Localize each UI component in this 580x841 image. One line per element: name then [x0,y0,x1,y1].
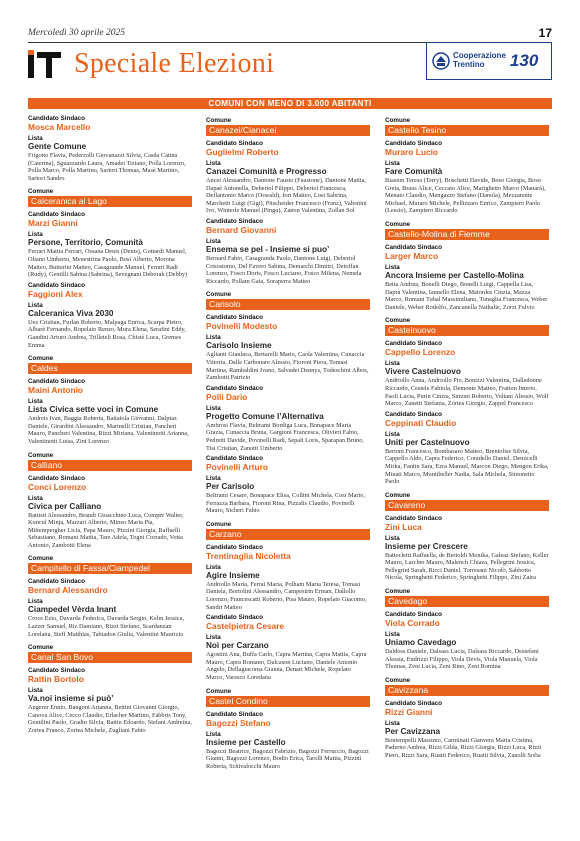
candidate-name: Faggioni Alex [28,288,83,299]
comune-label: Comune [385,317,411,325]
list-name: Civica per Calliano [28,501,102,511]
candidate-label: Candidato Sindaco [385,699,443,707]
column-1 [28,115,192,741]
comune-name: Castelnuovo [385,325,549,336]
list-label: Lista [385,719,400,727]
candidate-name: Viola Corrado [385,618,440,629]
comune-name: Castello-Molina di Fiemme [385,229,549,240]
list-members: Daldoss Daniele, Dalsass Lucia, Dalsass Riccardo, Destefani Alessia, Endrizzi Filippo, Viola Devis, Viola Manuela, Viola Thomas, Zeni Lucia, Zeni Rino, Zeni Romina [385,648,539,671]
list-name: Fare Comunità [385,167,443,176]
sponsor-line1: Cooperazione [453,51,506,61]
page-number: 17 [538,26,552,40]
list-members: Bertoni Francesco, Bombasaro Matteo, Brentolise Silvia, Cappello Aldo, Capra Federico, Coradello Daniel, Demicelli Mirka, Fantin Sara, Ezra Manuel, Marcon Diego, Mengon Erika, Minati Marco, Montibeller Nadia, Sala Michela, Simonetto Paolo [385,447,549,486]
comune-label: Comune [385,220,411,228]
list-name: Agire Insieme [206,570,260,580]
list-label: Lista [206,404,221,412]
section-title: Speciale Elezioni [74,48,275,79]
municipality-block [385,588,549,671]
list-label: Lista [28,398,43,406]
list-name: Carisolo Insieme [206,341,272,351]
municipality-block [28,115,192,182]
list-label: Lista [385,534,400,542]
list-name: Ancora Insieme per Castello-Molina [385,270,524,280]
candidate-label: Candidato Sindaco [206,217,264,225]
comune-name: Caldes [28,363,192,374]
municipality-block [385,317,549,485]
municipality-block [28,188,192,349]
list-members: Bernard Fabio, Casagranda Paolo, Dantone Luigi, Debertol Crisostomo, Del Favero Sabina, Demarchi Dimitri, Detoffan Lorenzo, Fosco Doris, Fosco Luciano, Fosco Milena, Nemela Riccardo, Pollam Gaia, Soraperra Matteo [206,254,362,285]
list-members: Andreis Ivan, Baggia Roberta, Battaiola Giovanni, Dalpiaz Daniele, Girardini Alessandro, Marinelli Cristian, Pancheri Mauro, Pancheri Valentina, Rizzi Miriana, Valentinotti Arianna, Valentinotti Luisa, Zini Lorenzo [28,415,189,445]
list-members: Betta Andrea, Bonelli Diego, Bonelli Luigi, Cappella Lisa, Daprà Valentina, Iannello Elena, Matordes Cinzia, Mazza Marco, Romani Tubal Massimiliano, Tonaglia Francesca, Weber Daniele, Weber Rodolfo, Zancanella Nathalie, Zorzi Fulvio [385,280,548,311]
list-name: Per Cavizzana [385,726,441,736]
candidate-name: Castelpietra Cesare [206,621,285,632]
municipality-block [385,492,549,582]
candidate-name: Maini Antonio [28,385,84,396]
list-name: Uniti per Castelnuovo [385,437,470,447]
list-label: Lista [385,631,400,639]
list-name: Canazei Comunità e Progresso [206,167,327,176]
candidate-name: Trentinaglia Nicoletta [206,550,291,561]
comune-name: Campitello di Fassa/Ciampedel [28,563,192,574]
candidate-name: Cappello Lorenzo [385,347,456,358]
candidate-label: Candidato Sindaco [385,340,443,348]
comune-label: Comune [206,117,232,124]
list-label: Lista [206,334,221,342]
candidate-label: Candidato Sindaco [206,543,264,551]
candidate-label: Candidato Sindaco [385,514,443,522]
sponsor-line2: Trentino [453,60,485,69]
list-name: Ensema se pel - Insieme si puo’ [206,244,330,254]
column-2 [206,115,370,776]
comune-label: Comune [206,520,232,528]
comune-name: Calliano [28,460,192,471]
list-name: Lista Civica sette voci in Comune [28,405,159,415]
municipality-block [206,117,370,285]
candidate-label: Candidato Sindaco [385,140,443,147]
candidate-label: Candidato Sindaco [206,314,264,322]
candidate-label: Candidato Sindaco [28,211,86,219]
list-name: Gente Comune [28,142,87,151]
comune-name: Calceranica al Lago [28,196,192,207]
comune-name: Carzano [206,529,370,540]
newspaper-logo-icon [28,50,62,80]
municipality-block [206,291,370,515]
candidate-name: Povinelli Modesto [206,321,278,332]
list-name: Ciampedel Vèrda Inant [28,605,117,615]
candidate-name: Larger Marco [385,250,439,261]
list-name: Va.noi insieme si può’ [28,694,114,704]
candidate-name: Ceppinati Claudio [385,417,457,428]
list-name: Per Carisolo [206,482,255,492]
list-label: Lista [385,360,400,368]
candidate-label: Candidato Sindaco [385,410,443,418]
candidate-label: Candidato Sindaco [28,578,86,586]
list-name: Vivere Castelnuovo [385,367,461,377]
candidate-name: Marzi Gianni [28,218,78,229]
municipality-block [385,117,549,215]
list-members: Ferrari Mattia Ferrari, Ossana Denis (Denis), Gottardi Manuel, Oliano Umberto, Menestrina Paolo, Bosi Alberto, Morona Matteo, Butterini Matteo, Casagrande Manuel, Ferrari Radi (Rudy), Gentilli Sabina (Sabrina), Sevegnani Deborah (Debby) [28,248,188,279]
candidate-label: Candidato Sindaco [28,667,86,675]
municipality-block [28,452,192,550]
list-label: Lista [385,160,400,167]
comune-label: Comune [28,555,54,563]
municipality-block [206,521,370,682]
list-members: Croce Ezio, Davarda Federica, Davarda Sergio, Kelm Jessica, Lazzer Samuel, Riz Damiano, Rizzi Stefano, Scardanzan Lorelana, Steff Matthias, Tabiadon Giulia, Valentini Maurizio [28,615,185,638]
list-label: Lista [206,475,221,483]
list-name: Progetto Comune l’Alternativa [206,411,324,421]
comune-label: Comune [385,117,411,124]
list-name: Calceranica Viva 2030 [28,308,114,318]
candidate-name: Guglielmi Roberto [206,147,279,157]
comune-label: Comune [28,451,54,459]
list-members: Angerer Ennio, Bangoni Arianna, Bettini Giovanni Giorgio, Canova Alice, Cecco Claudio, Erlacher Martino, Fabbris Tony, Gentilini Paolo, Gradin Silvia, Rattin Edoardo, Stefani Andreina, Zortea Franco, Zortea Michele, Zugliani Fabio [28,704,192,735]
comune-label: Comune [28,644,54,652]
list-label: Lista [206,237,221,245]
comune-label: Comune [28,355,54,363]
candidate-label: Candidato Sindaco [28,378,86,386]
list-members: Bontempelli Massimo, Carminati Gianvera Maria Cristina, Paderno Andrea, Rizzi Gilda, Rizzi Giorgia, Rizzi Luca, Rizzi Piero, Rizzi Sara, Ruatti Federico, Ruatti Silvia, Zanolli Sofia [385,736,542,760]
candidate-name: Bernard Giovanni [206,224,277,235]
comune-label: Comune [28,188,54,196]
comune-label: Comune [385,676,411,684]
comune-name: Carisolo [206,299,370,310]
comune-name: Cavizzana [385,685,549,696]
candidate-label: Candidato Sindaco [385,611,443,619]
comune-label: Comune [385,588,411,596]
comune-name: Castel Condino [206,696,370,707]
list-label: Lista [28,598,43,606]
candidate-name: Rattin Bortolo [28,674,84,685]
sponsor-logo [426,42,552,80]
candidate-name: Muraro Lucio [385,147,439,157]
list-label: Lista [385,430,400,438]
comune-name: Cavedago [385,596,549,607]
comune-label: Comune [385,491,411,499]
list-members: Uez Cristian, Furlan Roberto, Malpaga Enrica, Scarpa Pietro, Albarè Fernando, Ropelato Renzo, Mura Elena, Serafini Eddy, Gandini Arturo Andrea, Trilleteli Rosa, Chistè Luca, Gremes Emma [28,318,186,349]
comune-label: Comune [206,291,232,299]
sponsor-text [453,52,506,70]
candidate-label: Candidato Sindaco [206,710,264,718]
comune-name: Cavareno [385,500,549,511]
list-members: Ancei Alessandro, Dantone Fausto (Faustone), Dantone Mattia, Dapaè Antonella, Debertol Filippo, Debertol Francesca, Deflantonio Marco (Oswald), Iori Matteo, Losi Sabrina, Marchetti Luigi (Gigi), Pitscheider Francesco (Franz), Valentini Ivo, Winterle Manuel (Pingu), Zanon Valentina, Zollan Sol [206,177,367,215]
issue-date: Mercoledì 30 aprile 2025 [28,28,126,38]
candidate-name: Povinelli Arturo [206,462,269,473]
list-label: Lista [206,563,221,571]
candidate-label: Candidato Sindaco [206,384,264,392]
list-members: Beltrami Cesare, Bonapace Elisa, Collini Michela, Cosi Mario, Ferrazza Barbara, Fioroni Rina, Pizzalis Claudio, Povinelli Mauro, Sicheri Fabio [206,492,365,515]
candidate-label: Candidato Sindaco [28,115,86,122]
candidate-name: Conci Lorenzo [28,481,87,492]
list-name: Persone, Territorio, Comunità [28,238,143,248]
candidate-name: Mosca Marcello [28,122,91,132]
municipality-block [206,688,370,771]
list-label: Lista [28,687,43,695]
municipality-block [385,677,549,760]
list-label: Lista [206,160,221,167]
municipality-block [28,644,192,734]
sponsor-badge: 130 [509,51,539,70]
municipality-block [385,221,549,311]
candidate-label: Candidato Sindaco [206,455,264,463]
list-members: Andriollo Anna, Andriollo Pio, Bonizzi Valentina, Dalledonne Riccardo, Cestele Fabiola, Demonte Matteo, Fratton Imerio, Paoli Lucia, Purin Cinzia, Simoni Roberto, Voltani Alessio, Wolf Marco, Zanetti Stefania, Zortea Giorgio, Zappel Francesco [385,377,549,408]
list-name: Uniamo Cavedago [385,638,457,648]
candidate-name: Polli Dario [206,391,248,402]
municipality-block [28,355,192,445]
comune-name: Castello Tesino [385,125,549,136]
comune-name: Canal San Bovo [28,652,192,663]
list-members: Agostini Ana, Buffa Carlo, Capra Martina, Capra Mattia, Capra Mauro, Capra Romano, Dalcason Luciano, Daniele Antonio Angelo, Dellagiacoma Gianna, Denart Michele, Ropelato Marco, Varesco Loredana [206,651,367,682]
list-name: Insieme per Castello [206,737,286,747]
list-members: Biasion Teresa (Terry), Boschetti Davide, Boso Giorgia, Boso Greta, Braus Alice, Ceccato Alice, Marighetto Marco (Manarà), Menato Claudio, Mengazzo Stefano (Danola), Mezzanotte Michael, Muraro Michele, Pellizzaro Enrico, Zampiero Paolo (Lessio), Zampiero Riccardo [385,177,546,215]
list-members: Battocletti Raffaella, de Bertoldi Monika, Galeaz Stefano, Keller Mauro, Larcher Mauro, Malench Chiaza, Pellegrini Jessica, Pellegrini Sarah, Ricci Daniel, Torresani Nicolò, Sabbotto Nicola, Springhetti Federico, Springhetti Filippo, Zini Zaira [385,551,549,582]
list-label: Lista [385,263,400,271]
list-members: Frigotto Flavia, Pederzolli Giovanazzi Silvia, Casda Catina (Caterina), Sguazzardo Laura, Amadei Tiziano, Polla Lorenzo, Polla Marco, Polla Martino, Sartori Thomas, Masè Martino, Sartori Sandro [28,152,186,182]
candidate-name: Rizzi Gianni [385,706,433,717]
municipality-block [28,555,192,638]
list-members: Ambrosi Flavia, Beltrami Bordiga Luca, Bonapace Maria Grazia, Cunaccia Bruna, Gargioni Francesca, Olivieri Fabio, Pedretti Davide, Povinelli Radi, Sepali Loris, Sparapan Bruno, Tisi Cristian, Zanotti Umberto [206,421,364,452]
list-label: Lista [206,730,221,738]
candidate-label: Candidato Sindaco [206,614,264,622]
candidate-label: Candidato Sindaco [28,474,86,482]
list-members: Bagozzi Beatrice, Bagozzi Fabrizio, Bagozzi Ferruccio, Bagozzi Gianni, Bagozzi Lorenzo, Bodio Erica, Tarolli Mattia, Pizzini Roberta, Schivalocchi Mauro [206,747,369,770]
comune-label: Comune [206,687,232,695]
list-members: Andriollo Maria, Ferrai Maria, Polham Maria Teresa, Tomasi Daniela, Bortolini Alessandro, Campestrin Erman, Dallollo Lorenzo, Francescatti Roberto, Pisa Mauro, Ropelato Giacomo, Sandri Matteo [206,580,367,611]
candidate-name: Bernard Alessandro [28,585,108,596]
list-label: Lista [28,494,43,502]
list-members: Battisti Alessandro, Brandi Gioacchino Luca, Comper Walter, Koncul Minja, Marzari Alberto, Mineo Maria Pia, Mittempergher Licia, Papa Mauro, Pizzini Giorgia, Raffaelli Sebastiano, Romani Mattia, Tare Adela, Togni Corrado, Votta Antonio, Zambotti Elena [28,511,184,549]
list-label: Lista [28,231,43,239]
list-name: Insieme per Crescere [385,541,468,551]
list-name: Noi per Carzano [206,641,269,651]
candidate-name: Bagozzi Stefano [206,717,271,728]
column-3 [385,115,549,766]
candidate-label: Candidato Sindaco [206,140,264,147]
comune-name: Canazei/Cianacei [206,125,370,136]
list-label: Lista [206,634,221,642]
cooperation-emblem-icon [432,52,450,70]
candidate-label: Candidato Sindaco [28,281,86,289]
section-banner: COMUNI CON MENO DI 3.000 ABITANTI [28,98,552,109]
page-header [28,28,552,43]
list-label: Lista [28,135,43,142]
candidate-name: Zini Luca [385,521,422,532]
candidate-label: Candidato Sindaco [385,243,443,251]
list-label: Lista [28,301,43,309]
list-members: Aglianti Gianluca, Bertarelli Mario, Caola Valentina, Cunaccia Vittoria, Dalle Carbonare Alessio, Fioroni Piera, Tomasi Martina, Rambaldini Ivano, Salvadei Dennys, Todeschini Albos, Zambotti Patrizio [206,351,369,382]
